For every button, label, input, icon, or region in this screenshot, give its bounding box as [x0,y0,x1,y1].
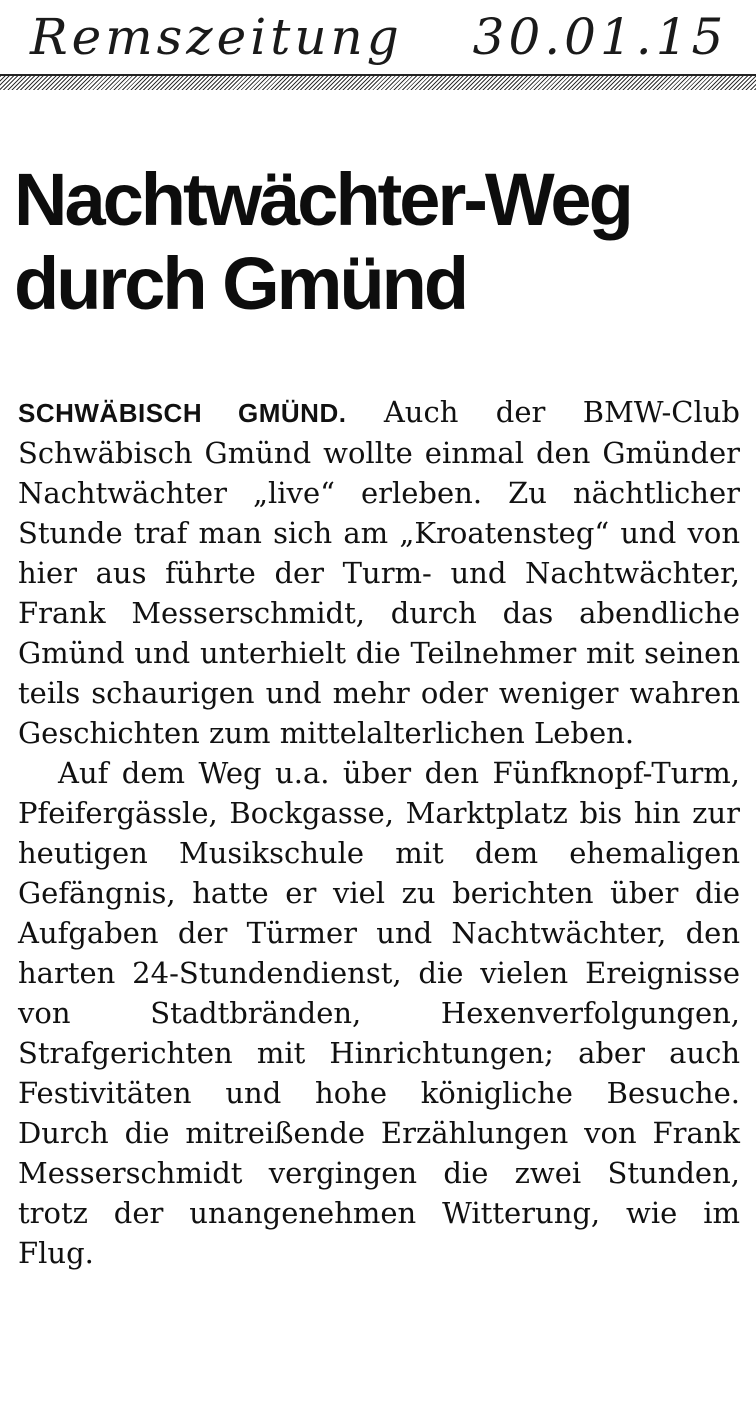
handwritten-source-note [30,2,750,72]
handwritten-newspaper-name: Remszeitung [30,8,403,66]
headline-line-1: Nachtwächter-Weg [14,158,631,241]
article-body [18,392,740,1273]
article-paragraph-1 [18,392,740,753]
article-paragraph-2: Auf dem Weg u.a. über den Fünfknopf-Turm, Pfeifergässle, Bockgasse, Marktplatz bis hin zur heutigen Musikschule mit dem ehemaligen Gefängnis, hatte er viel zu berichten über die Aufgaben der Türmer und Nachtwächter, den harten 24-Stundendienst, die vielen Ereignisse von Stadtbränden, Hexenverfolgungen, Strafgerichten mit Hinrichtungen; aber auch Festivitäten und hohe königliche Besuche. Durch die mitreißende Erzählungen von Frank Messerschmidt vergingen die zwei Stunden, trotz der unangenehmen Witterung, wie im Flug. [18,756,740,1270]
article-headline [14,158,744,326]
handwritten-date: 30.01.15 [472,8,728,66]
headline-line-2: durch Gmünd [14,242,467,325]
paragraph-1-text: Auch der BMW-Club Schwäbisch Gmünd wollte einmal den Gmünder Nachtwächter „live“ erleben. Zu nächtlicher Stunde traf man sich am „Kroatensteg“ und von hier aus führte der Turm- und Nachtwächter, Frank Messerschmidt, durch das abendliche Gmünd und unterhielt die Teilnehmer mit seinen teils schaurigen und mehr oder weniger wahren Geschichten zum mittelalterlichen Leben. [18,395,740,750]
header-rule [0,74,756,90]
dateline: SCHWÄBISCH GMÜND. [18,398,347,428]
